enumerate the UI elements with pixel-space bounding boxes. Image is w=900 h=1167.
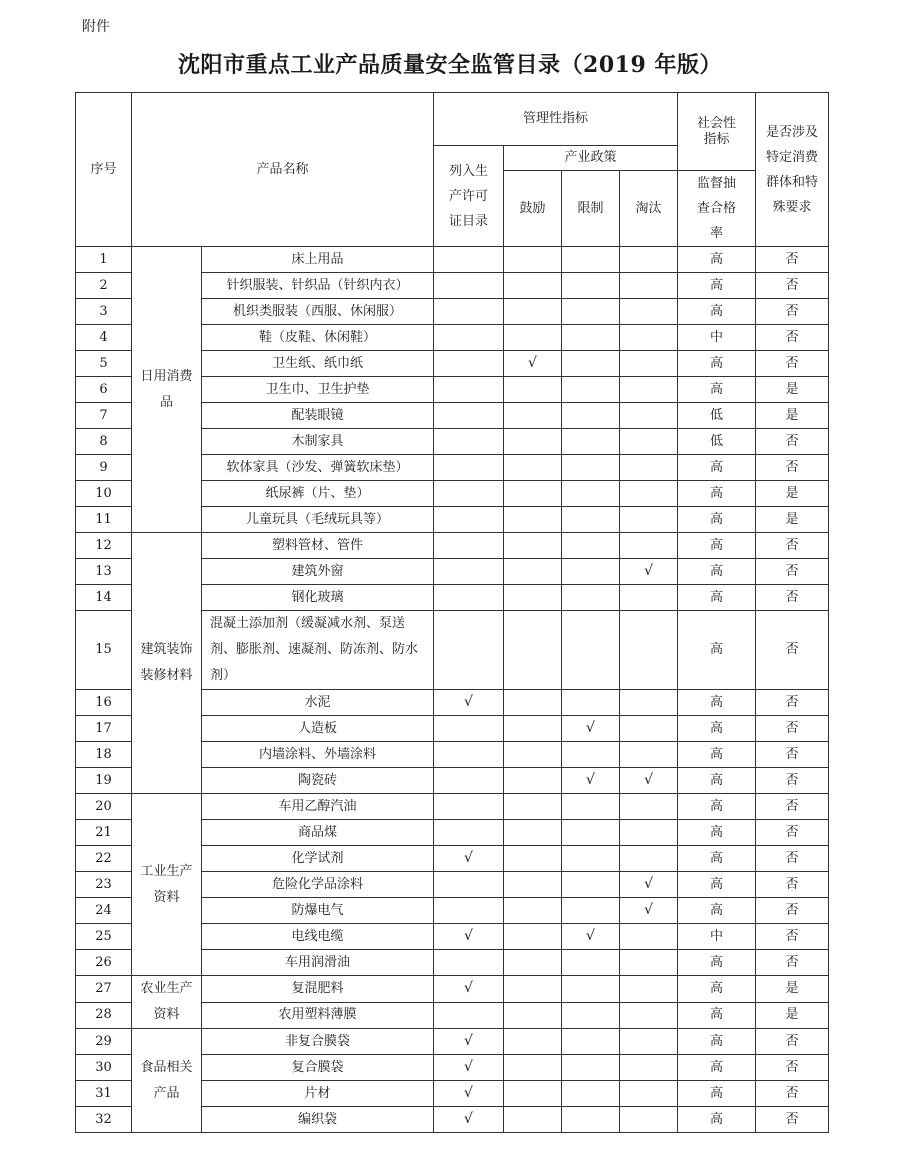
cell-restrict bbox=[562, 846, 620, 872]
cell-eliminate bbox=[620, 924, 678, 950]
cell-pass-rate: 高 bbox=[678, 299, 756, 325]
product-name: 防爆电气 bbox=[202, 898, 434, 924]
category-label: 工业生产资料 bbox=[140, 863, 193, 905]
cell-license bbox=[434, 820, 504, 846]
cell-special: 否 bbox=[756, 690, 829, 716]
cell-special: 否 bbox=[756, 533, 829, 559]
cell-eliminate bbox=[620, 820, 678, 846]
cell-license: √ bbox=[434, 1055, 504, 1081]
cell-restrict bbox=[562, 794, 620, 820]
cell-license bbox=[434, 377, 504, 403]
row-seq: 15 bbox=[76, 611, 132, 690]
cell-restrict bbox=[562, 872, 620, 898]
cell-eliminate bbox=[620, 533, 678, 559]
header-eliminate: 淘汰 bbox=[620, 171, 678, 247]
product-name: 危险化学品涂料 bbox=[202, 872, 434, 898]
row-seq: 23 bbox=[76, 872, 132, 898]
cell-special: 是 bbox=[756, 403, 829, 429]
row-seq: 28 bbox=[76, 1002, 132, 1029]
row-seq: 1 bbox=[76, 247, 132, 273]
table-row bbox=[76, 976, 829, 1003]
row-seq: 32 bbox=[76, 1107, 132, 1133]
cell-pass-rate: 高 bbox=[678, 481, 756, 507]
cell-special: 是 bbox=[756, 1002, 829, 1029]
row-seq: 30 bbox=[76, 1055, 132, 1081]
header-management-indicators: 管理性指标 bbox=[434, 93, 678, 146]
product-name: 编织袋 bbox=[202, 1107, 434, 1133]
cell-encourage bbox=[504, 768, 562, 794]
cell-license bbox=[434, 585, 504, 611]
cell-pass-rate: 低 bbox=[678, 429, 756, 455]
cell-encourage bbox=[504, 1081, 562, 1107]
cell-eliminate bbox=[620, 351, 678, 377]
cell-eliminate bbox=[620, 299, 678, 325]
row-seq: 18 bbox=[76, 742, 132, 768]
row-seq: 22 bbox=[76, 846, 132, 872]
row-seq: 31 bbox=[76, 1081, 132, 1107]
cell-pass-rate: 高 bbox=[678, 611, 756, 690]
cell-encourage bbox=[504, 481, 562, 507]
product-name: 配装眼镜 bbox=[202, 403, 434, 429]
product-name: 复混肥料 bbox=[202, 976, 434, 1003]
cell-restrict bbox=[562, 950, 620, 976]
cell-encourage bbox=[504, 559, 562, 585]
cell-restrict bbox=[562, 273, 620, 299]
cell-eliminate bbox=[620, 976, 678, 1003]
cell-encourage bbox=[504, 455, 562, 481]
cell-pass-rate: 高 bbox=[678, 351, 756, 377]
row-seq: 20 bbox=[76, 794, 132, 820]
cell-encourage bbox=[504, 585, 562, 611]
row-seq: 10 bbox=[76, 481, 132, 507]
row-seq: 21 bbox=[76, 820, 132, 846]
cell-restrict: √ bbox=[562, 924, 620, 950]
cell-encourage bbox=[504, 1002, 562, 1029]
header-social-indicators: 社会性指标 bbox=[678, 93, 756, 171]
cell-pass-rate: 中 bbox=[678, 924, 756, 950]
cell-restrict bbox=[562, 377, 620, 403]
cell-restrict bbox=[562, 481, 620, 507]
cell-license bbox=[434, 611, 504, 690]
cell-pass-rate: 高 bbox=[678, 1002, 756, 1029]
cell-eliminate: √ bbox=[620, 872, 678, 898]
cell-license bbox=[434, 299, 504, 325]
cell-encourage bbox=[504, 1055, 562, 1081]
cell-encourage bbox=[504, 247, 562, 273]
product-name: 纸尿裤（片、垫） bbox=[202, 481, 434, 507]
cell-special: 否 bbox=[756, 846, 829, 872]
page-title: 沈阳市重点工业产品质量安全监管目录（2019 年版） bbox=[178, 52, 722, 78]
cell-pass-rate: 高 bbox=[678, 247, 756, 273]
cell-eliminate bbox=[620, 247, 678, 273]
cell-eliminate bbox=[620, 716, 678, 742]
cell-special: 否 bbox=[756, 611, 829, 690]
row-seq: 26 bbox=[76, 950, 132, 976]
cell-special: 否 bbox=[756, 429, 829, 455]
table-body bbox=[76, 247, 829, 1133]
cell-special: 否 bbox=[756, 1055, 829, 1081]
cell-restrict bbox=[562, 742, 620, 768]
cell-restrict bbox=[562, 1029, 620, 1055]
cell-restrict bbox=[562, 611, 620, 690]
row-seq: 13 bbox=[76, 559, 132, 585]
cell-eliminate bbox=[620, 611, 678, 690]
cell-pass-rate: 高 bbox=[678, 872, 756, 898]
cell-encourage bbox=[504, 950, 562, 976]
cell-special: 否 bbox=[756, 351, 829, 377]
cell-license bbox=[434, 950, 504, 976]
product-name: 车用润滑油 bbox=[202, 950, 434, 976]
cell-pass-rate: 低 bbox=[678, 403, 756, 429]
cell-license bbox=[434, 872, 504, 898]
product-name: 床上用品 bbox=[202, 247, 434, 273]
cell-special: 否 bbox=[756, 559, 829, 585]
cell-restrict bbox=[562, 976, 620, 1003]
cell-eliminate bbox=[620, 690, 678, 716]
product-name: 陶瓷砖 bbox=[202, 768, 434, 794]
header-pass-rate: 监督抽查合格率 bbox=[678, 171, 756, 247]
row-seq: 3 bbox=[76, 299, 132, 325]
cell-special: 否 bbox=[756, 768, 829, 794]
cell-encourage bbox=[504, 533, 562, 559]
cell-pass-rate: 高 bbox=[678, 1055, 756, 1081]
cell-special: 否 bbox=[756, 716, 829, 742]
row-seq: 11 bbox=[76, 507, 132, 533]
cell-eliminate bbox=[620, 403, 678, 429]
cell-special: 否 bbox=[756, 455, 829, 481]
cell-restrict bbox=[562, 325, 620, 351]
header-special-requirements: 是否涉及特定消费群体和特殊要求 bbox=[756, 93, 829, 247]
product-name: 内墙涂料、外墙涂料 bbox=[202, 742, 434, 768]
header-product-name: 产品名称 bbox=[132, 93, 434, 247]
cell-restrict bbox=[562, 1081, 620, 1107]
cell-license bbox=[434, 742, 504, 768]
cell-special: 否 bbox=[756, 273, 829, 299]
cell-restrict bbox=[562, 690, 620, 716]
cell-license bbox=[434, 351, 504, 377]
table-row bbox=[76, 1029, 829, 1055]
cell-eliminate bbox=[620, 455, 678, 481]
product-name: 机织类服装（西服、休闲服） bbox=[202, 299, 434, 325]
row-seq: 4 bbox=[76, 325, 132, 351]
cell-eliminate bbox=[620, 377, 678, 403]
cell-restrict bbox=[562, 820, 620, 846]
cell-special: 否 bbox=[756, 325, 829, 351]
cell-eliminate: √ bbox=[620, 768, 678, 794]
table-row bbox=[76, 247, 829, 273]
cell-eliminate: √ bbox=[620, 559, 678, 585]
cell-special: 否 bbox=[756, 820, 829, 846]
product-name: 化学试剂 bbox=[202, 846, 434, 872]
cell-pass-rate: 高 bbox=[678, 976, 756, 1003]
cell-license: √ bbox=[434, 1081, 504, 1107]
cell-eliminate: √ bbox=[620, 898, 678, 924]
cell-encourage bbox=[504, 429, 562, 455]
cell-license: √ bbox=[434, 846, 504, 872]
cell-restrict bbox=[562, 1002, 620, 1029]
cell-restrict bbox=[562, 429, 620, 455]
product-name: 车用乙醇汽油 bbox=[202, 794, 434, 820]
cell-eliminate bbox=[620, 794, 678, 820]
product-name: 建筑外窗 bbox=[202, 559, 434, 585]
cell-special: 否 bbox=[756, 950, 829, 976]
header-license-catalog: 列入生产许可证目录 bbox=[434, 146, 504, 247]
category-label: 食品相关产品 bbox=[140, 1059, 193, 1101]
cell-special: 否 bbox=[756, 585, 829, 611]
cell-restrict bbox=[562, 898, 620, 924]
row-seq: 29 bbox=[76, 1029, 132, 1055]
cell-pass-rate: 高 bbox=[678, 273, 756, 299]
product-name: 混凝土添加剂（缓凝减水剂、泵送剂、膨胀剂、速凝剂、防冻剂、防水剂） bbox=[202, 611, 434, 690]
cell-eliminate bbox=[620, 585, 678, 611]
product-name: 卫生纸、纸巾纸 bbox=[202, 351, 434, 377]
row-seq: 25 bbox=[76, 924, 132, 950]
cell-license: √ bbox=[434, 976, 504, 1003]
product-name: 复合膜袋 bbox=[202, 1055, 434, 1081]
category-cell bbox=[132, 976, 202, 1029]
cell-eliminate bbox=[620, 273, 678, 299]
cell-encourage bbox=[504, 872, 562, 898]
header-encourage: 鼓励 bbox=[504, 171, 562, 247]
product-name: 片材 bbox=[202, 1081, 434, 1107]
cell-special: 否 bbox=[756, 742, 829, 768]
cell-eliminate bbox=[620, 950, 678, 976]
cell-encourage bbox=[504, 299, 562, 325]
table-row bbox=[76, 533, 829, 559]
cell-license bbox=[434, 1002, 504, 1029]
cell-restrict bbox=[562, 507, 620, 533]
cell-license bbox=[434, 768, 504, 794]
cell-pass-rate: 高 bbox=[678, 846, 756, 872]
cell-restrict bbox=[562, 403, 620, 429]
category-cell bbox=[132, 1029, 202, 1133]
cell-restrict bbox=[562, 351, 620, 377]
cell-restrict: √ bbox=[562, 716, 620, 742]
category-cell bbox=[132, 533, 202, 794]
cell-eliminate bbox=[620, 1055, 678, 1081]
row-seq: 14 bbox=[76, 585, 132, 611]
cell-encourage bbox=[504, 898, 562, 924]
cell-encourage bbox=[504, 742, 562, 768]
cell-eliminate bbox=[620, 1081, 678, 1107]
row-seq: 19 bbox=[76, 768, 132, 794]
cell-special: 否 bbox=[756, 898, 829, 924]
cell-encourage bbox=[504, 1107, 562, 1133]
cell-eliminate bbox=[620, 481, 678, 507]
cell-license: √ bbox=[434, 1029, 504, 1055]
cell-license bbox=[434, 898, 504, 924]
product-name: 农用塑料薄膜 bbox=[202, 1002, 434, 1029]
cell-restrict bbox=[562, 1107, 620, 1133]
product-name: 水泥 bbox=[202, 690, 434, 716]
cell-restrict bbox=[562, 559, 620, 585]
cell-license bbox=[434, 794, 504, 820]
product-name: 软体家具（沙发、弹簧软床垫） bbox=[202, 455, 434, 481]
cell-pass-rate: 高 bbox=[678, 742, 756, 768]
cell-eliminate bbox=[620, 429, 678, 455]
row-seq: 8 bbox=[76, 429, 132, 455]
product-name: 鞋（皮鞋、休闲鞋） bbox=[202, 325, 434, 351]
cell-eliminate bbox=[620, 1029, 678, 1055]
category-label: 建筑装饰装修材料 bbox=[140, 642, 193, 683]
cell-pass-rate: 高 bbox=[678, 585, 756, 611]
cell-encourage bbox=[504, 377, 562, 403]
cell-encourage bbox=[504, 325, 562, 351]
cell-special: 否 bbox=[756, 299, 829, 325]
cell-pass-rate: 高 bbox=[678, 559, 756, 585]
header-restrict: 限制 bbox=[562, 171, 620, 247]
cell-pass-rate: 高 bbox=[678, 1107, 756, 1133]
row-seq: 9 bbox=[76, 455, 132, 481]
cell-restrict bbox=[562, 247, 620, 273]
cell-special: 否 bbox=[756, 1107, 829, 1133]
category-label: 日用消费品 bbox=[140, 368, 193, 410]
cell-restrict bbox=[562, 1055, 620, 1081]
cell-license: √ bbox=[434, 924, 504, 950]
product-name: 人造板 bbox=[202, 716, 434, 742]
product-name: 塑料管材、管件 bbox=[202, 533, 434, 559]
product-name: 木制家具 bbox=[202, 429, 434, 455]
cell-eliminate bbox=[620, 846, 678, 872]
cell-pass-rate: 中 bbox=[678, 325, 756, 351]
cell-license bbox=[434, 533, 504, 559]
product-name: 钢化玻璃 bbox=[202, 585, 434, 611]
product-name: 非复合膜袋 bbox=[202, 1029, 434, 1055]
cell-special: 是 bbox=[756, 507, 829, 533]
cell-eliminate bbox=[620, 1107, 678, 1133]
cell-license: √ bbox=[434, 690, 504, 716]
cell-special: 否 bbox=[756, 247, 829, 273]
cell-restrict: √ bbox=[562, 768, 620, 794]
row-seq: 24 bbox=[76, 898, 132, 924]
cell-pass-rate: 高 bbox=[678, 1029, 756, 1055]
category-cell bbox=[132, 794, 202, 976]
cell-special: 否 bbox=[756, 924, 829, 950]
row-seq: 17 bbox=[76, 716, 132, 742]
cell-encourage bbox=[504, 273, 562, 299]
cell-eliminate bbox=[620, 1002, 678, 1029]
attachment-label: 附件 bbox=[82, 19, 110, 35]
cell-pass-rate: 高 bbox=[678, 507, 756, 533]
cell-restrict bbox=[562, 585, 620, 611]
product-name: 电线电缆 bbox=[202, 924, 434, 950]
cell-restrict bbox=[562, 455, 620, 481]
cell-special: 是 bbox=[756, 976, 829, 1003]
row-seq: 12 bbox=[76, 533, 132, 559]
header-seq: 序号 bbox=[76, 93, 132, 247]
catalog-table bbox=[75, 92, 829, 1133]
cell-special: 是 bbox=[756, 481, 829, 507]
cell-pass-rate: 高 bbox=[678, 950, 756, 976]
header-industrial-policy: 产业政策 bbox=[504, 146, 678, 171]
product-name: 针织服装、针织品（针织内衣） bbox=[202, 273, 434, 299]
cell-special: 否 bbox=[756, 1081, 829, 1107]
row-seq: 6 bbox=[76, 377, 132, 403]
cell-restrict bbox=[562, 533, 620, 559]
cell-license bbox=[434, 247, 504, 273]
cell-restrict bbox=[562, 299, 620, 325]
category-label: 农业生产资料 bbox=[140, 981, 193, 1022]
cell-encourage bbox=[504, 716, 562, 742]
cell-license bbox=[434, 716, 504, 742]
cell-special: 否 bbox=[756, 794, 829, 820]
cell-encourage bbox=[504, 976, 562, 1003]
cell-pass-rate: 高 bbox=[678, 455, 756, 481]
cell-license bbox=[434, 507, 504, 533]
cell-encourage bbox=[504, 611, 562, 690]
cell-encourage bbox=[504, 820, 562, 846]
cell-license bbox=[434, 559, 504, 585]
cell-encourage bbox=[504, 924, 562, 950]
cell-pass-rate: 高 bbox=[678, 898, 756, 924]
cell-eliminate bbox=[620, 325, 678, 351]
cell-special: 否 bbox=[756, 1029, 829, 1055]
product-name: 儿童玩具（毛绒玩具等） bbox=[202, 507, 434, 533]
cell-pass-rate: 高 bbox=[678, 768, 756, 794]
row-seq: 27 bbox=[76, 976, 132, 1003]
cell-pass-rate: 高 bbox=[678, 820, 756, 846]
cell-encourage bbox=[504, 690, 562, 716]
cell-pass-rate: 高 bbox=[678, 1081, 756, 1107]
cell-special: 否 bbox=[756, 872, 829, 898]
cell-license bbox=[434, 325, 504, 351]
cell-pass-rate: 高 bbox=[678, 716, 756, 742]
row-seq: 5 bbox=[76, 351, 132, 377]
cell-encourage bbox=[504, 403, 562, 429]
product-name: 卫生巾、卫生护垫 bbox=[202, 377, 434, 403]
cell-encourage: √ bbox=[504, 351, 562, 377]
row-seq: 2 bbox=[76, 273, 132, 299]
row-seq: 7 bbox=[76, 403, 132, 429]
cell-license bbox=[434, 403, 504, 429]
cell-special: 是 bbox=[756, 377, 829, 403]
cell-pass-rate: 高 bbox=[678, 377, 756, 403]
cell-license bbox=[434, 273, 504, 299]
table-row bbox=[76, 794, 829, 820]
cell-license bbox=[434, 455, 504, 481]
cell-license bbox=[434, 481, 504, 507]
category-cell bbox=[132, 247, 202, 533]
cell-eliminate bbox=[620, 742, 678, 768]
cell-pass-rate: 高 bbox=[678, 794, 756, 820]
cell-encourage bbox=[504, 794, 562, 820]
row-seq: 16 bbox=[76, 690, 132, 716]
cell-encourage bbox=[504, 1029, 562, 1055]
cell-license bbox=[434, 429, 504, 455]
cell-encourage bbox=[504, 507, 562, 533]
table-header bbox=[76, 93, 829, 247]
cell-encourage bbox=[504, 846, 562, 872]
product-name: 商品煤 bbox=[202, 820, 434, 846]
cell-pass-rate: 高 bbox=[678, 533, 756, 559]
cell-license: √ bbox=[434, 1107, 504, 1133]
cell-pass-rate: 高 bbox=[678, 690, 756, 716]
cell-eliminate bbox=[620, 507, 678, 533]
